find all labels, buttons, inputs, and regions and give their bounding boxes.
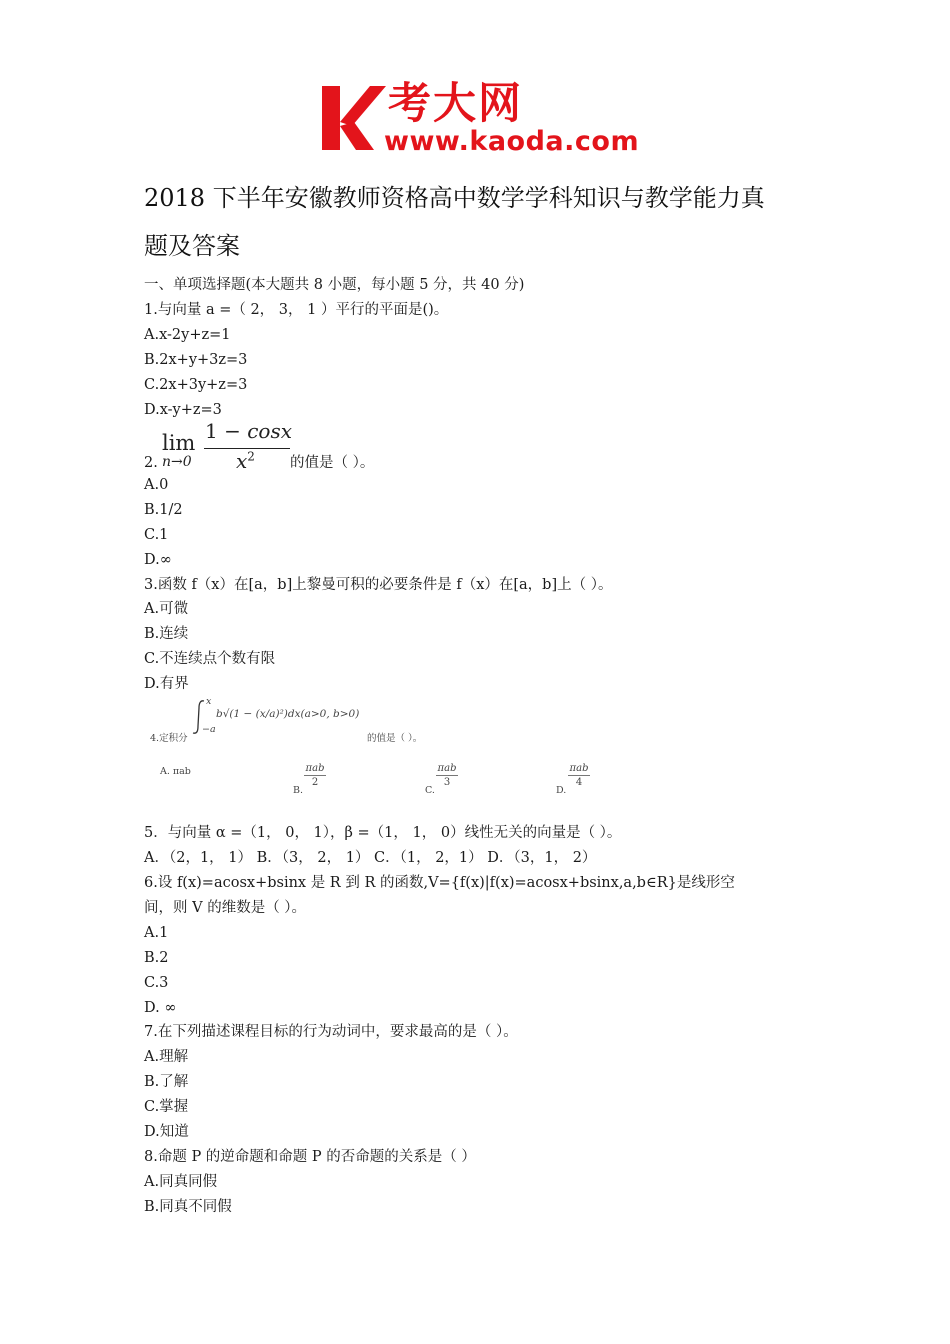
- q2-number: 2.: [144, 455, 158, 471]
- q4-integral: [190, 696, 380, 736]
- q3-option-c: C.不连续点个数有限: [144, 651, 276, 667]
- q4-upper-limit: x: [206, 696, 212, 707]
- q2-lim-sub: n→0: [162, 454, 192, 470]
- kaoda-logo: [318, 78, 638, 158]
- q2-stem-suffix: 的值是（ ）。: [290, 455, 375, 471]
- doc-title-line1: 2018 下半年安徽教师资格高中数学学科知识与教学能力真: [144, 184, 765, 212]
- q1-option-b: B.2x+y+3z=3: [144, 352, 248, 368]
- q4-option-d-letter: D.: [556, 785, 567, 796]
- logo-brand-text: 考大网: [388, 79, 523, 129]
- q7-option-a: A.理解: [144, 1049, 189, 1065]
- q6-option-c: C.3: [144, 975, 169, 991]
- q5-options: A．（2，1， 1） B．（3， 2， 1） C．（1， 2，1） D．（3，1， 2）: [144, 850, 597, 866]
- q4-option-a: A. πab: [160, 766, 191, 777]
- q6-option-d: D. ∞: [144, 1000, 177, 1016]
- q3-stem: 3.函数 f（x）在[a，b]上黎曼可积的必要条件是 f（x）在[a，b]上（ ）。: [144, 577, 613, 593]
- q7-stem: 7.在下列描述课程目标的行为动词中，要求最高的是（ ）。: [144, 1024, 518, 1040]
- section-heading: 一、单项选择题(本大题共 8 小题，每小题 5 分，共 40 分): [144, 277, 525, 293]
- q2-option-d: D.∞: [144, 552, 172, 568]
- q4-option-b-letter: B.: [293, 785, 304, 796]
- q1-option-c: C.2x+3y+z=3: [144, 377, 248, 393]
- k-logo-icon: [318, 82, 388, 154]
- logo-url: www.kaoda.com: [384, 126, 640, 157]
- q1-stem: 1.与向量 a =（ 2， 3， 1 ）平行的平面是()。: [144, 302, 449, 318]
- q1-option-d: D.x-y+z=3: [144, 402, 222, 418]
- q6-option-b: B.2: [144, 950, 169, 966]
- q7-option-b: B.了解: [144, 1074, 189, 1090]
- q8-option-b: B.同真不同假: [144, 1199, 232, 1215]
- q4-option-c-letter: C.: [425, 785, 435, 796]
- q2-lim: lim: [162, 431, 196, 455]
- q4-label: 4.定积分: [150, 733, 188, 744]
- q4-integrand: b√(1 − (x/a)²)dx(a>0, b>0): [216, 708, 360, 720]
- q6-stem-line1: 6.设 f(x)=acosx+bsinx 是 R 到 R 的函数,V={f(x)|f(x)=acosx+bsinx,a,b∈R}是线形空: [144, 875, 735, 891]
- q4-suffix: 的值是（ ）。: [367, 733, 423, 744]
- q4-option-d-fraction: πab 4: [569, 763, 589, 788]
- q3-option-d: D.有界: [144, 676, 189, 692]
- q4-option-b-fraction: πab 2: [305, 763, 325, 788]
- q2-option-b: B.1/2: [144, 502, 183, 518]
- q7-option-c: C.掌握: [144, 1099, 189, 1115]
- q2-numerator: 1 − cosx: [205, 419, 292, 443]
- q4-lower-limit: −a: [202, 724, 216, 735]
- q7-option-d: D.知道: [144, 1124, 189, 1140]
- q2-option-c: C.1: [144, 527, 169, 543]
- doc-title-line2: 题及答案: [144, 232, 240, 260]
- q8-option-a: A.同真同假: [144, 1174, 218, 1190]
- q3-option-a: A.可微: [144, 601, 189, 617]
- q1-option-a: A.x-2y+z=1: [144, 327, 231, 343]
- q2-option-a: A.0: [144, 477, 169, 493]
- q8-stem: 8.命题 P 的逆命题和命题 P 的否命题的关系是（ ）: [144, 1149, 476, 1165]
- q6-option-a: A.1: [144, 925, 169, 941]
- q6-stem-line2: 间，则 V 的维数是（ ）。: [144, 900, 307, 916]
- q4-option-c-fraction: πab 3: [437, 763, 457, 788]
- q2-denominator: $x^2$: [236, 449, 255, 473]
- q5-stem: 5．与向量 α =（1， 0， 1），β =（1， 1， 0）线性无关的向量是（ ）。: [144, 825, 622, 841]
- q3-option-b: B.连续: [144, 626, 189, 642]
